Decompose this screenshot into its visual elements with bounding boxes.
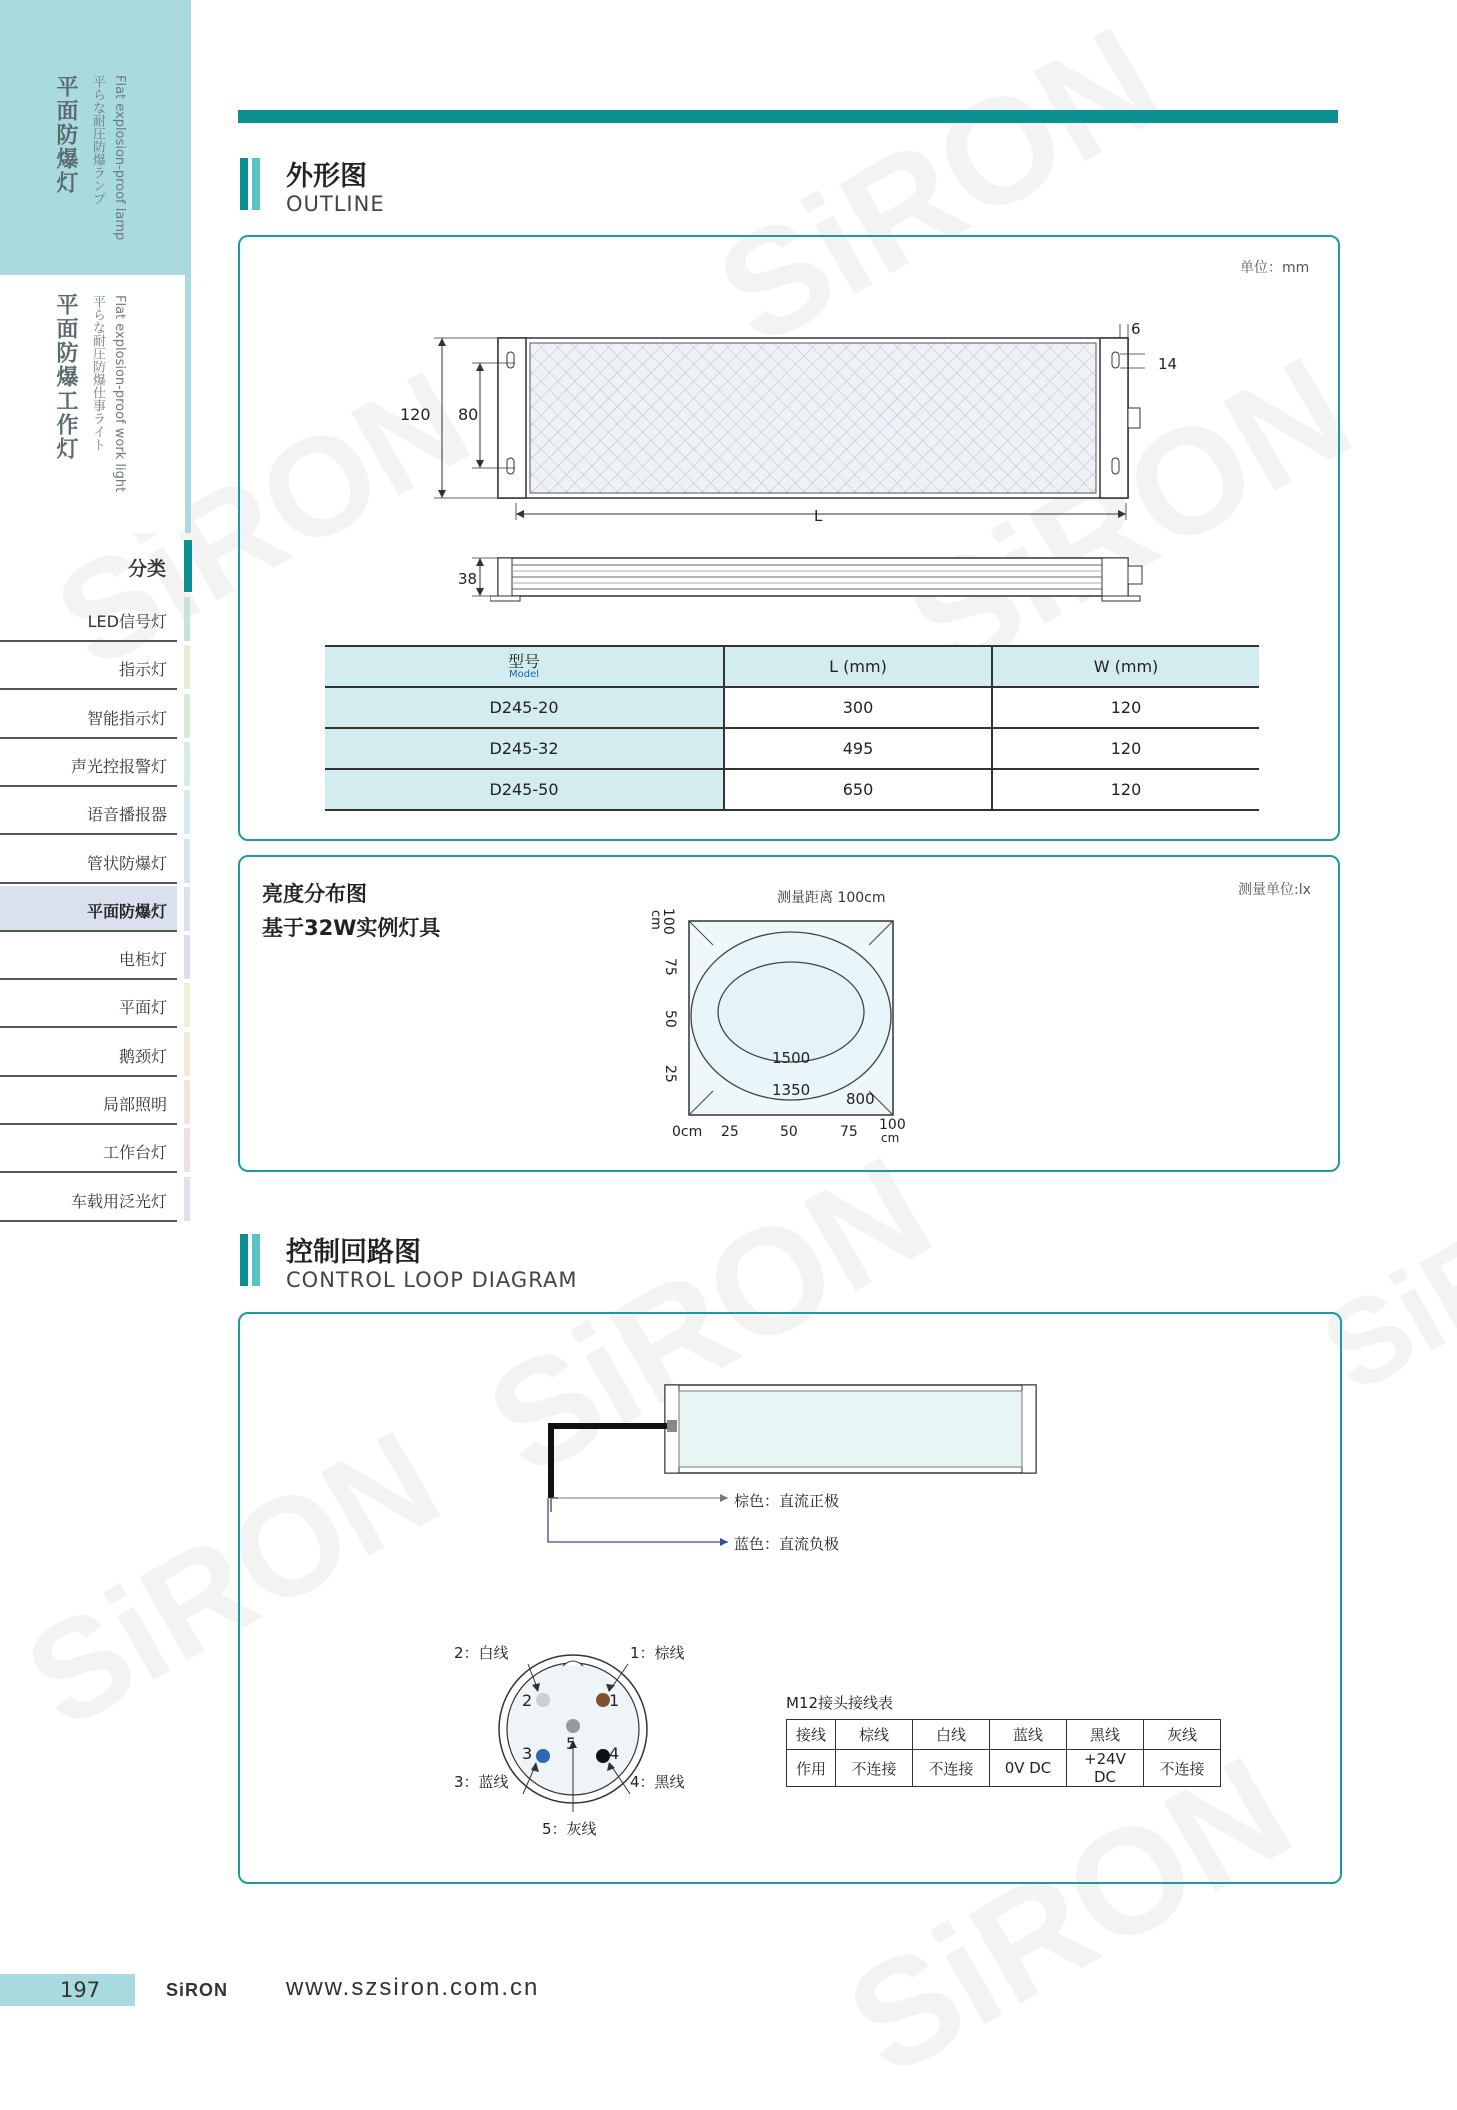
sidebar-item-label: LED信号灯: [87, 612, 167, 631]
dim-14: 14: [1158, 355, 1178, 373]
y-tick: 100: [660, 908, 676, 935]
page-number: 197: [60, 1978, 101, 2002]
sidebar-item-label: 工作台灯: [102, 1143, 167, 1162]
x-tick: 50: [780, 1124, 798, 1140]
pin-2-number: 2: [522, 1691, 533, 1710]
sidebar-item[interactable]: [0, 693, 177, 739]
W-cell: 120: [992, 687, 1259, 728]
wiring-table: [786, 1719, 1221, 1787]
control-subtitle: CONTROL LOOP DIAGRAM: [286, 1268, 578, 1292]
table-cell: 不连接: [913, 1750, 990, 1787]
pin-3-number: 3: [522, 1744, 533, 1763]
W-header: W (mm): [992, 646, 1259, 687]
x-tick: 0cm: [672, 1124, 703, 1140]
outline-unit: 单位：mm: [1240, 260, 1310, 276]
outline-title: 外形图: [286, 161, 367, 192]
model-header-cn: 型号: [507, 651, 540, 671]
footer-logo: SiRON: [166, 1980, 229, 2000]
category-title: [0, 540, 186, 592]
dimension-table: [325, 645, 1259, 811]
sidebar-header-1-jp: 平らな耐圧防爆ランプ: [90, 75, 105, 205]
sidebar-item-label: 鹅颈灯: [118, 1047, 167, 1066]
L-header: L (mm): [724, 646, 992, 687]
table-row: [325, 728, 1259, 769]
sidebar-header-2-jp: 平らな耐圧防爆仕事ライト: [90, 295, 105, 451]
outline-dimensions: [420, 320, 1170, 620]
dim-L: L: [814, 507, 823, 525]
dim-120: 120: [400, 405, 431, 424]
sidebar-item-label: 声光控报警灯: [70, 757, 167, 776]
table-cell: 蓝线: [990, 1720, 1067, 1750]
table-row: [325, 687, 1259, 728]
sidebar-item[interactable]: [0, 789, 177, 835]
sidebar-item-label: 智能指示灯: [86, 709, 167, 728]
outline-subtitle: OUTLINE: [286, 192, 385, 216]
sidebar-item-marker: [184, 742, 190, 786]
y-tick: 75: [662, 958, 678, 976]
section-marker: [240, 158, 248, 210]
sidebar-item[interactable]: [0, 886, 177, 932]
x-unit: cm: [881, 1131, 900, 1145]
contour-1500: 1500: [772, 1049, 811, 1067]
sidebar-item-marker: [184, 935, 190, 979]
sidebar-item-label: 语音播报器: [86, 805, 167, 824]
model-cell: D245-50: [325, 769, 724, 810]
sidebar-item-marker: [184, 1177, 190, 1221]
sidebar-item-marker: [184, 887, 190, 931]
sidebar-item-marker: [184, 790, 190, 834]
brightness-unit: 测量单位:lx: [1238, 882, 1311, 898]
L-cell: 650: [724, 769, 992, 810]
wire-blue-label: 蓝色：直流负极: [734, 1535, 840, 1553]
page-number-tab: [0, 1974, 135, 2006]
y-tick: 25: [662, 1065, 678, 1083]
sidebar-item-label: 管状防爆灯: [86, 854, 167, 873]
table-cell: 0V DC: [990, 1750, 1067, 1787]
sidebar-header-2-en: Flat explosion-proof work light: [112, 295, 127, 493]
dim-80: 80: [458, 405, 479, 424]
category-title-marker: [184, 540, 192, 592]
table-cell: 不连接: [1144, 1750, 1221, 1787]
sidebar-item[interactable]: [0, 934, 177, 980]
category-title-label: 分类: [127, 558, 166, 580]
sidebar-item-marker: [184, 597, 190, 641]
pin-3-label: 3：蓝线: [454, 1773, 509, 1791]
sidebar-item-marker: [184, 1032, 190, 1076]
section-marker: [252, 1234, 260, 1286]
contour-1350: 1350: [772, 1081, 811, 1099]
contour-800: 800: [846, 1090, 875, 1108]
sidebar-item-label: 平面灯: [118, 998, 167, 1017]
brightness-title: 亮度分布图: [262, 882, 367, 906]
table-cell: 不连接: [836, 1750, 913, 1787]
sidebar-item[interactable]: [0, 838, 177, 884]
x-tick: 25: [721, 1124, 739, 1140]
pin-1-label: 1：棕线: [630, 1644, 685, 1662]
top-rule: [238, 110, 1338, 123]
L-cell: 300: [724, 687, 992, 728]
wire-brown-label: 棕色：直流正极: [734, 1492, 840, 1510]
sidebar-item-marker: [184, 1128, 190, 1172]
sidebar-item-label: 局部照明: [102, 1095, 167, 1114]
sidebar-item[interactable]: [0, 1176, 177, 1222]
model-header: [325, 646, 724, 687]
model-cell: D245-20: [325, 687, 724, 728]
table-cell: 白线: [913, 1720, 990, 1750]
control-title: 控制回路图: [286, 1237, 421, 1268]
pin-5-label: 5：灰线: [542, 1820, 597, 1838]
dim-6: 6: [1131, 320, 1141, 338]
sidebar-item-label: 电柜灯: [118, 950, 167, 969]
pin-4-number: 4: [609, 1744, 620, 1763]
sidebar-header-2-cn: 平面防爆工作灯: [53, 293, 78, 461]
table-cell: +24V DC: [1067, 1750, 1144, 1787]
sidebar-item[interactable]: [0, 644, 177, 690]
sidebar-header-1-cn: 平面防爆灯: [53, 75, 78, 195]
model-header-en: Model: [508, 668, 540, 680]
section-marker: [240, 1234, 248, 1286]
brightness-subtitle: 基于32W实例灯具: [262, 916, 441, 940]
table-row: [787, 1750, 1221, 1787]
sidebar-item-label: 平面防爆灯: [86, 902, 167, 921]
sidebar-item[interactable]: [0, 1127, 177, 1173]
pin-1-number: 1: [609, 1691, 620, 1710]
sidebar-item[interactable]: [0, 1031, 177, 1077]
control-diagram: [238, 1312, 1342, 1884]
table-header: [325, 646, 1259, 687]
y-unit: cm: [648, 910, 663, 930]
table-cell: 接线: [787, 1720, 836, 1750]
table-cell: 灰线: [1144, 1720, 1221, 1750]
pin-5-number: 5: [566, 1734, 577, 1753]
table-cell: 作用: [787, 1750, 836, 1787]
sidebar-item-label: 指示灯: [118, 660, 167, 679]
dim-38: 38: [458, 570, 478, 588]
sidebar-item-marker: [184, 1080, 190, 1124]
sidebar-item[interactable]: [0, 982, 177, 1028]
model-cell: D245-32: [325, 728, 724, 769]
pin-2-label: 2：白线: [454, 1644, 509, 1662]
sidebar-header-1-en: Flat explosion-proof lamp: [112, 75, 127, 241]
table-row: [787, 1720, 1221, 1750]
pin-4-label: 4：黑线: [630, 1773, 685, 1791]
W-cell: 120: [992, 769, 1259, 810]
section-marker: [252, 158, 260, 210]
sidebar-item-marker: [184, 983, 190, 1027]
sidebar-item[interactable]: [0, 741, 177, 787]
sidebar-item-label: 车载用泛光灯: [70, 1192, 167, 1211]
sidebar-item[interactable]: [0, 1079, 177, 1125]
W-cell: 120: [992, 728, 1259, 769]
measure-distance: 测量距离 100cm: [777, 890, 886, 906]
x-tick: 75: [840, 1124, 858, 1140]
sidebar-header-2: [0, 275, 191, 533]
sidebar-item-marker: [184, 694, 190, 738]
sidebar-item[interactable]: [0, 596, 177, 642]
sidebar-item-marker: [184, 839, 190, 883]
wiring-table-title: M12接头接线表: [786, 1694, 894, 1712]
x-tick: 100: [879, 1117, 906, 1133]
table-cell: 棕线: [836, 1720, 913, 1750]
footer-url[interactable]: www.szsiron.com.cn: [286, 1974, 540, 2001]
sidebar-item-marker: [184, 645, 190, 689]
L-cell: 495: [724, 728, 992, 769]
table-cell: 黑线: [1067, 1720, 1144, 1750]
sidebar-header-1: [0, 0, 191, 275]
y-tick: 50: [662, 1010, 678, 1028]
table-row: [325, 769, 1259, 810]
